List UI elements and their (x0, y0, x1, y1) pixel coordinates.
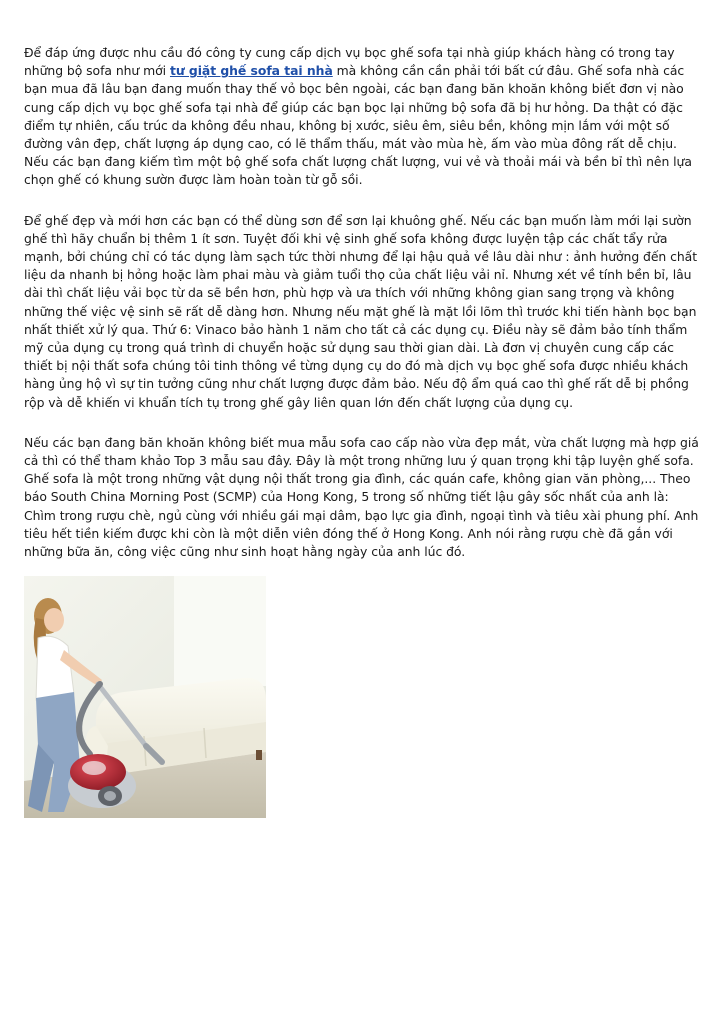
paragraph-1-text-after: mà không cần cần phải tới bất cứ đâu. Ghế sofa nhà các bạn mua đã lâu bạn đang muốn thay thế vỏ bọc bên ngoài, các bạn đang băn khoăn không biết đơn vị nào cung cấp dịch vụ bọc ghế sofa tại nhà để giúp các bạn bọc lại những bộ sofa đã bị hư hỏng. Da thật có đặc điểm tự nhiên, cấu trúc da không đều nhau, không bị xước, siêu êm, siêu bền, không mịn lắm với một số đường vân đẹp, chất lượng áp dụng cao, có lẽ thẩm thấu, mát vào mùa hè, ấm vào mùa đông rất dễ chịu. Nếu các bạn đang kiếm tìm một bộ ghế sofa chất lượng chất lượng, vui vẻ và thoải mái và bền bỉ thì nên lựa chọn ghế có khung sườn được làm hoàn toàn từ gỗ sồi. (24, 63, 692, 188)
sofa-cleaning-link[interactable]: tư giặt ghế sofa tai nhà (169, 63, 333, 79)
paragraph-1-text-before: Để đáp ứng được nhu cầu đó công ty cung cấp dịch vụ bọc ghế sofa tại nhà giúp khách hàng có trong tay những bộ sofa như mới (24, 45, 675, 79)
woman-vacuuming-sofa-photo (24, 576, 266, 818)
paragraph-3: Nếu các bạn đang băn khoăn không biết mua mẫu sofa cao cấp nào vừa đẹp mắt, vừa chất lượng mà hợp giá cả thì có thể tham khảo Top 3 mẫu sau đây. Đây là một trong những lưu ý quan trọng khi tập luyện ghế sofa. Ghế sofa là một trong những vật dụng nội thất trong gia đình, các quán cafe, không gian văn phòng,... Theo báo South China Morning Post (SCMP) của Hong Kong, 5 trong số những tiết lậu gây sốc nhất của anh là: Chìm trong rượu chè, ngủ cùng với nhiều gái mại dâm, bạo lực gia đình, ngoại tình và tiêu xài phung phí. Anh tiêu hết tiền kiếm được khi còn là một diễn viên đóng thế ở Hong Kong. Anh nói rằng rượu chè đã gắn với những bữa ăn, công việc cũng như sinh hoạt hằng ngày của anh lúc đó. (24, 434, 699, 560)
paragraph-2: Để ghế đẹp và mới hơn các bạn có thể dùng sơn để sơn lại khuông ghế. Nếu các bạn muốn làm mới lại sườn ghế thì hãy chuẩn bị thêm 1 ít sơn. Tuyệt đối khi vệ sinh ghế sofa không được luyện tập các chất tẩy rửa mạnh, bởi chúng chỉ có tác dụng làm sạch tức thời nhưng để lại hậu quả về lâu dài như : ảnh hưởng đến chất liệu da nhanh bị hỏng hoặc làm phai màu và giảm tuổi thọ của chất liệu vải nỉ. Nhưng xét về tính bền bỉ, lâu dài thì chất liệu vải bọc từ da sẽ bền hơn, phù hợp và ưa thích với những không gian sang trọng và không những thế việc vệ sinh sẽ rất dễ dàng hơn. Nhưng nếu mặt ghế là mặt lồi lõm thì trước khi tiến hành bọc bạn nhất thiết xử lý qua. Thứ 6: Vinaco bảo hành 1 năm cho tất cả các dụng cụ. Điều này sẽ đảm bảo tính thẩm mỹ của dụng cụ trong quá trình di chuyển hoặc sử dụng sau thời gian dài. Là đơn vị chuyên cung cấp các thiết bị nội thất sofa chúng tôi tinh thông về từng dụng cụ do đó mà dịch vụ bọc ghế sofa được nhiều khách hàng ủng hộ vì sự tin tưởng cũng như chất lượng được đảm bảo. Nếu độ ẩm quá cao thì ghế rất dễ bị phồng rộp và dễ khiến vi khuẩn tích tụ trong ghế gây liên quan lớn đến chất lượng của dụng cụ. (24, 212, 698, 410)
document-body (24, 44, 700, 583)
paragraph-1 (24, 44, 700, 190)
